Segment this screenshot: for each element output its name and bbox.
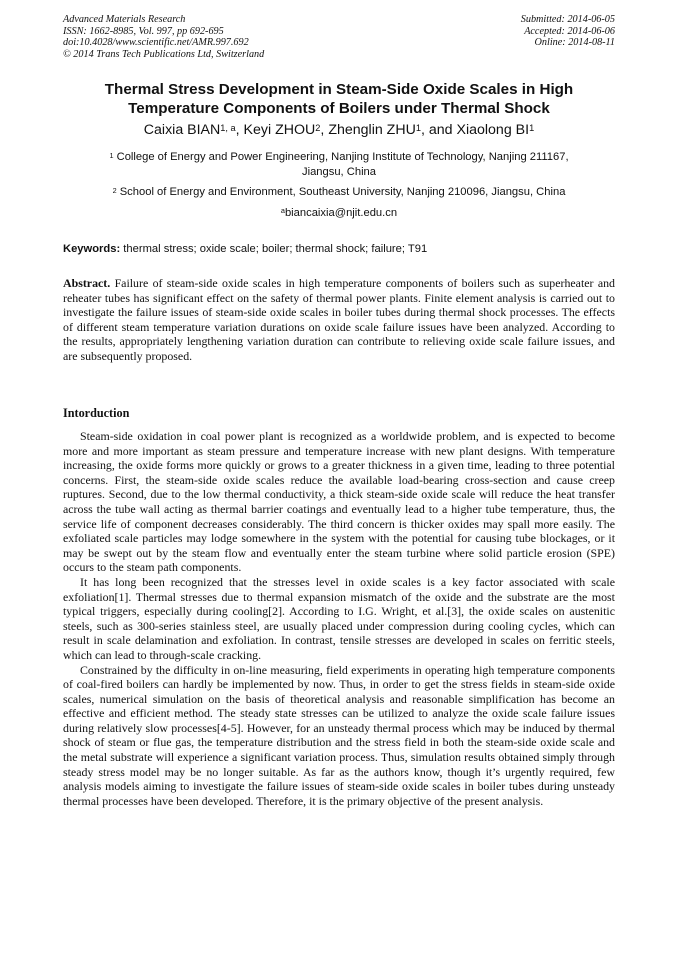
affiliation-text-continued: Jiangsu, China (301, 166, 376, 178)
affiliation-1 (40, 150, 638, 180)
author-affiliation-mark: 1, a (220, 123, 236, 133)
author-name: Keyi ZHOU (243, 122, 316, 138)
paper-title (40, 80, 638, 118)
submitted-date: Submitted: 2014-06-05 (520, 14, 615, 25)
affiliation-mark: 2 (112, 186, 117, 195)
email-address[interactable]: biancaixia@njit.edu.cn (284, 207, 398, 219)
journal-name: Advanced Materials Research (63, 14, 186, 25)
author-name: Xiaolong BI (456, 122, 530, 138)
intro-paragraph-1: Steam-side oxidation in coal power plant is recognized as a worldwide problem, and is expected to become more and more important as steam pressure and temperature increase with new plant designs. With temperature increasing, the oxide forms more quickly or grows to a greater thickness in a given time, leading to three potential concerns. First, the steam-side oxide scales reduce the available load-bearing cross-section and cause creep ruptures. Second, due to the low thermal conductivity, a thick steam-side oxide scale will reduce the heat transfer across the tube wall acting as thermal barrier coatings and eventually lead to a higher tube temperature, thus, the service life of component decreases considerably. The third concern is thicker oxides may spall more easily. The exfoliated scale particles may lodge somewhere in the system with the potential for causing tube blockages, or it may be swept out by the steam flow and eventually enter the steam turbine where solid particle erosion (SPE) occurs to the steam path components. (63, 429, 615, 575)
introduction-body (63, 429, 615, 808)
online-date: Online: 2014-08-11 (534, 37, 615, 49)
dates-header (521, 14, 615, 49)
author-separator: , (320, 122, 329, 138)
abstract-text: Failure of steam-side oxide scales in high temperature components of boilers such as superheater and reheater tubes has significant effect on the safety of thermal power plants. Finite element analysis is carried out to investigate the failure issues of steam-side oxide scales in boiler tubes during thermal shock processes. The effects of different steam temperature variation durations on oxide scale failure issues have been analyzed. According to the results, appropriately lengthening variation duration can contribute to relieving oxide scale failure issues, and are subsequently proposed. (63, 276, 615, 363)
title-line-1: Thermal Stress Development in Steam-Side Oxide Scales in High (104, 81, 574, 98)
author-separator: , (235, 122, 244, 138)
affiliation-mark: 1 (109, 151, 114, 160)
journal-header (63, 14, 264, 60)
email-mark: a (280, 206, 285, 215)
accepted-date: Accepted: 2014-06-06 (524, 25, 615, 37)
author-name: Caixia BIAN (143, 122, 221, 138)
intro-paragraph-2: It has long been recognized that the stresses level in oxide scales is a key factor associated with scale exfoliation[1]. Thermal stresses due to thermal expansion mismatch of the oxide and the substrate are the most typical triggers, especially during cooling[2]. According to I.G. Wright, et al.[3], the oxide scales on austenitic steels, such as 300-series stainless steel, are usually placed under compression during cooling cycles, which can result in scale delamination and exfoliation. In contrast, tensile stresses are developed in scales on ferritic steels, which can lead to through-scale cracking. (63, 574, 615, 662)
affiliation-text: School of Energy and Environment, Southeast University, Nanjing 210096, Jiangsu, China (119, 186, 566, 198)
affiliation-2 (40, 185, 638, 200)
author-affiliation-mark: 1 (415, 123, 421, 133)
corresponding-email (40, 206, 638, 220)
keywords-text: thermal stress; oxide scale; boiler; thermal shock; failure; T91 (120, 243, 428, 255)
issn-line: ISSN: 1662-8985, Vol. 997, pp 692-695 (63, 25, 224, 37)
author-separator: , and (420, 122, 457, 138)
doi-line: doi:10.4028/www.scientific.net/AMR.997.692 (63, 37, 249, 49)
author-list (40, 121, 638, 139)
abstract (63, 276, 615, 364)
author-affiliation-mark: 2 (315, 123, 321, 133)
intro-paragraph-3: Constrained by the difficulty in on-line measuring, field experiments in operating high temperature components of coal-fired boilers can hardly be implemented by now. Thus, in order to get the stress fields in steam-side oxide scales, numerical simulation on the basis of theoretical analysis and reasonable simplification has become an effective and efficient method. The steady state stresses can be utilized to analyze the oxide scale failure issues during relatively slow processes[4-5]. However, for an unsteady thermal process which may be induced by thermal shock of steam or flue gas, the temperature distribution and the stress field in both the steam-side oxide scale and the metal substrate will experience a significant variation process. Thus, simulation results obtained simply through steady stress model may be no longer suitable. As far as the authors know, though it’s urgently required, few analysis models aiming to investigate the failure issues of steam-side oxide scales in boiler tubes during unsteady thermal processes have been developed. Therefore, it is the primary objective of the present analysis. (63, 662, 615, 808)
author-affiliation-mark: 1 (529, 123, 535, 133)
author-name: Zhenglin ZHU (328, 122, 416, 138)
affiliation-text: College of Energy and Power Engineering, Nanjing Institute of Technology, Nanjing 211167, (116, 151, 569, 163)
abstract-label: Abstract. (63, 276, 111, 290)
title-line-2: Temperature Components of Boilers under Thermal Shock (128, 100, 550, 117)
keywords (63, 242, 615, 256)
copyright-line: © 2014 Trans Tech Publications Ltd, Switzerland (63, 48, 265, 60)
section-heading-introduction: Intorduction (63, 406, 130, 420)
keywords-label: Keywords: (63, 243, 121, 255)
